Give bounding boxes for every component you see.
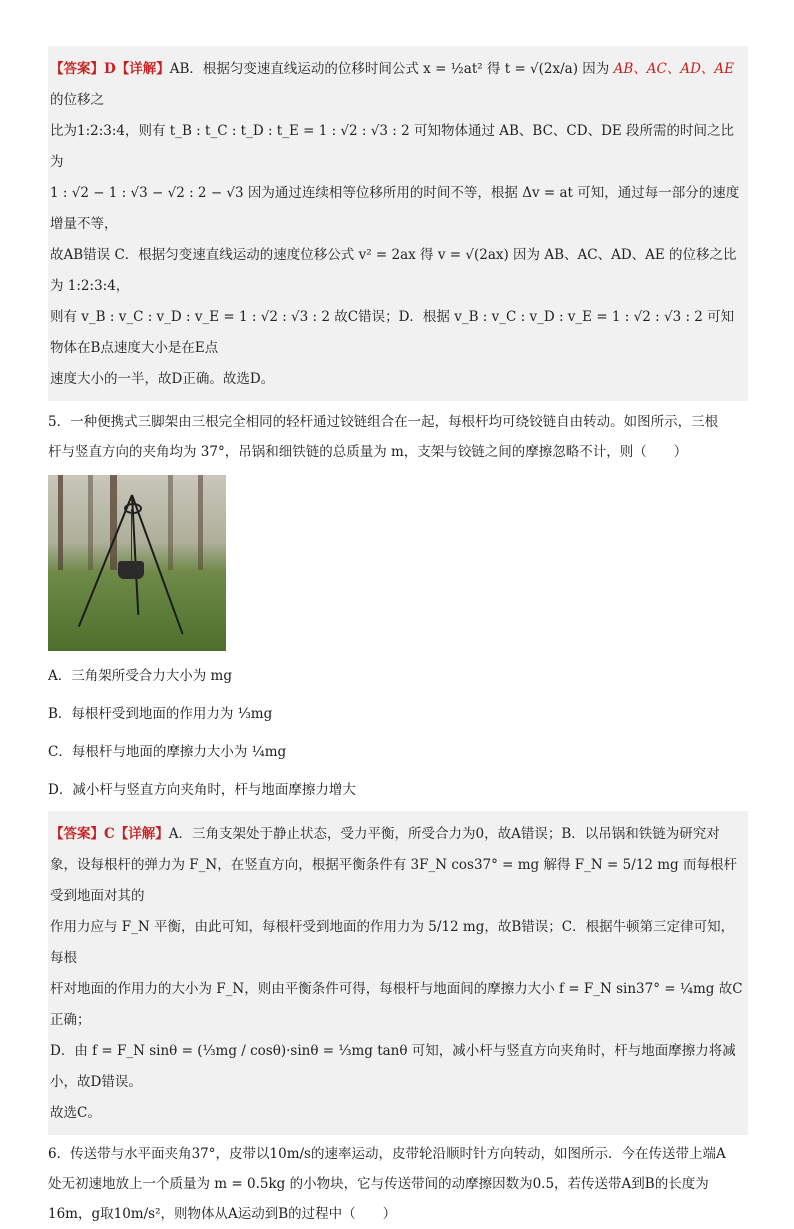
question-5: [48, 407, 748, 809]
answer5-line5: D．由 f = F_N sinθ = (⅓mg / cosθ)·sinθ = ⅓mg tanθ 可知，减小杆与竖直方向夹角时，杆与地面摩擦力将减小，故D错误。: [50, 1043, 736, 1090]
answer-letter: D: [104, 61, 116, 77]
hinge-ring: [124, 503, 142, 514]
answer4-line4: 故AB错误 C．根据匀变速直线运动的速度位移公式 v² = 2ax 得 v = √(2ax) 因为 AB、AC、AD、AE 的位移之比为 1:2:3:4，: [50, 247, 737, 294]
question5-stem-1: 5．一种便携式三脚架由三根完全相同的轻杆通过铰链组合在一起，每根杆均可绕铰链自由转动。如图所示，三根: [48, 414, 719, 430]
tree-trunk: [198, 475, 203, 570]
answer4-segments: AB、AC、AD、AE: [613, 61, 735, 77]
page-content: [48, 46, 748, 1229]
answer4-line1: [50, 54, 746, 116]
answer4-tail-1: 的位移之: [50, 92, 104, 108]
question6-line2: 处无初速地放上一个质量为 m = 0.5kg 的小物块，它与传送带间的动摩擦因数为0.5，若传送带A到B的长度为: [48, 1176, 709, 1192]
detail-tag: 【详解】: [114, 826, 169, 842]
answer5-line2: 象，设每根杆的弹力为 F_N，在竖直方向，根据平衡条件有 3F_N cos37° = mg 解得 F_N = 5/12 mg 而每根杆受到地面对其的: [50, 857, 737, 904]
option-c: C．每根杆与地面的摩擦力大小为 ¼mg: [48, 744, 287, 760]
answer-block-5: [48, 811, 748, 1135]
question6-line1: 6．传送带与水平面夹角37°，皮带以10m/s的速率运动，皮带轮沿顺时针方向转动，如图所示．今在传送带上端A: [48, 1146, 726, 1162]
answer4-line3: 1 : √2 − 1 : √3 − √2 : 2 − √3 因为通过连续相等位移所用的时间不等，根据 Δv = at 可知，通过每一部分的速度增量不等，: [50, 185, 740, 232]
question-6: [48, 1139, 748, 1229]
question5-stem-2: 杆与竖直方向的夹角均为 37°，吊锅和细铁链的总质量为 m，支架与铰链之间的摩擦忽略不计，则（ ）: [48, 444, 688, 460]
answer-tag: 【答案】: [50, 61, 104, 77]
answer-letter: C: [104, 826, 115, 842]
answer5-line1: [50, 819, 746, 850]
option-d: D．减小杆与竖直方向夹角时，杆与地面摩擦力增大: [48, 782, 356, 798]
tree-trunk: [88, 475, 93, 570]
answer5-line6: 故选C。: [50, 1105, 101, 1121]
option-b: B．每根杆受到地面的作用力为 ⅓mg: [48, 706, 273, 722]
answer5-text-1: A．三角支架处于静止状态，受力平衡，所受合力为0，故A错误；B．以吊锅和铁链为研究对: [168, 826, 720, 842]
answer5-line4: 杆对地面的作用力的大小为 F_N，则由平衡条件可得，每根杆与地面间的摩擦力大小 f = F_N sin37° = ¼mg 故C正确；: [50, 981, 743, 1028]
answer4-line2: 比为1:2:3:4，则有 t_B : t_C : t_D : t_E = 1 : √2 : √3 : 2 可知物体通过 AB、BC、CD、DE 段所需的时间之比为: [50, 123, 735, 170]
detail-tag: 【详解】: [115, 61, 170, 77]
tree-trunk: [58, 475, 63, 570]
answer4-line5: 则有 v_B : v_C : v_D : v_E = 1 : √2 : √3 : 2 故C错误；D．根据 v_B : v_C : v_D : v_E = 1 : √2 : √3 : 2 可知物体在B点速度大小是在E点: [50, 309, 735, 356]
option-a: A．三角架所受合力大小为 mg: [48, 668, 232, 684]
answer-tag: 【答案】: [50, 826, 104, 842]
tripod-photo: [48, 475, 226, 651]
answer-block-4: [48, 46, 748, 401]
answer4-text-1: AB．根据匀变速直线运动的位移时间公式 x = ½at² 得 t = √(2x/a) 因为: [169, 61, 610, 77]
hanging-pot: [118, 561, 144, 579]
question6-line3: 16m，g取10m/s²，则物体从A运动到B的过程中（ ）: [48, 1206, 397, 1222]
tree-trunk: [110, 475, 117, 570]
tree-trunk: [168, 475, 173, 570]
iron-chain: [131, 509, 132, 561]
answer5-line3: 作用力应与 F_N 平衡，由此可知，每根杆受到地面的作用力为 5/12 mg，故B错误；C．根据牛顿第三定律可知，每根: [50, 919, 735, 966]
answer4-line6: 速度大小的一半，故D正确。故选D。: [50, 371, 275, 387]
